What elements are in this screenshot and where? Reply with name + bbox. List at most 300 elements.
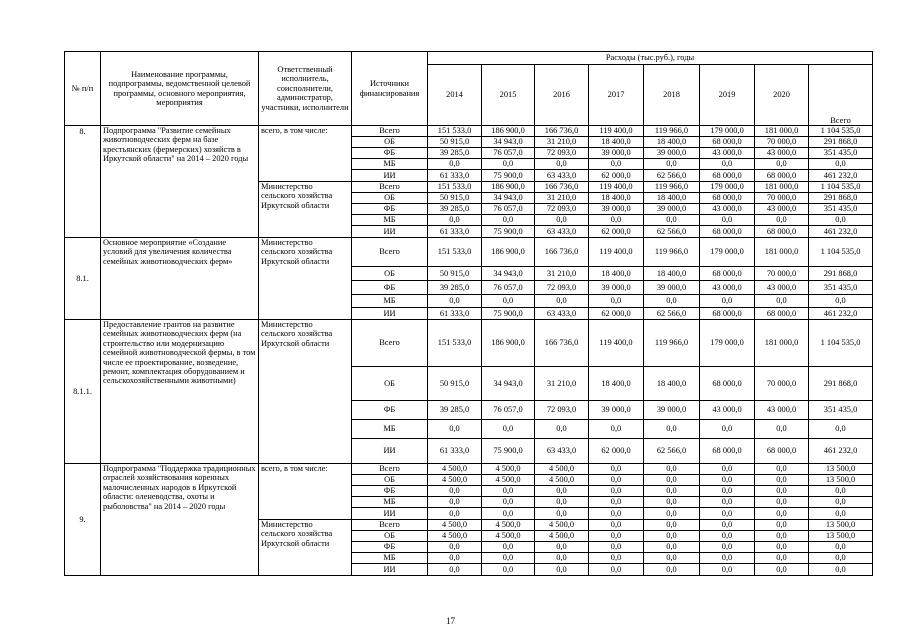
value-cell: 0,0 — [755, 475, 809, 486]
value-cell: 70 000,0 — [755, 137, 809, 148]
value-cell: 72 093,0 — [535, 281, 589, 295]
value-cell: 0,0 — [535, 497, 589, 508]
value-cell: 0,0 — [589, 420, 644, 439]
value-cell: 179 000,0 — [700, 126, 755, 137]
value-cell: 186 900,0 — [482, 320, 535, 367]
row-number: 8. — [65, 126, 101, 238]
value-cell: 0,0 — [589, 553, 644, 564]
header-year: 2020 — [755, 65, 809, 126]
value-cell: 0,0 — [535, 564, 589, 576]
value-cell: 62 566,0 — [644, 226, 700, 238]
value-cell: 0,0 — [589, 486, 644, 497]
source-cell: ФБ — [352, 204, 428, 215]
value-cell: 151 533,0 — [428, 238, 482, 267]
value-cell: 62 566,0 — [644, 170, 700, 182]
value-cell: 4 500,0 — [428, 464, 482, 475]
value-cell: 75 900,0 — [482, 170, 535, 182]
row-name: Предоставление грантов на развитие семейных животноводческих ферм (на строительство или модернизацию семейной животноводческой фермы, в том числе ее проектирование, возведение, ремонт, комплектация оборудованием и сельскохозяйственными животными) — [101, 320, 259, 464]
value-cell: 61 333,0 — [428, 308, 482, 320]
value-cell: 4 500,0 — [482, 520, 535, 531]
value-cell: 50 915,0 — [428, 193, 482, 204]
value-cell: 0,0 — [482, 553, 535, 564]
value-cell: 0,0 — [755, 215, 809, 226]
source-cell: ОБ — [352, 531, 428, 542]
value-cell: 34 943,0 — [482, 193, 535, 204]
value-cell: 0,0 — [809, 542, 873, 553]
value-cell: 0,0 — [809, 295, 873, 308]
source-cell: ИИ — [352, 564, 428, 576]
value-cell: 0,0 — [644, 508, 700, 520]
value-cell: 186 900,0 — [482, 182, 535, 193]
value-cell: 31 210,0 — [535, 267, 589, 281]
source-cell: ИИ — [352, 170, 428, 182]
source-cell: Всего — [352, 182, 428, 193]
header-year: 2018 — [644, 65, 700, 126]
table-row — [65, 238, 873, 267]
value-cell: 13 500,0 — [809, 475, 873, 486]
value-cell: 0,0 — [644, 475, 700, 486]
value-cell: 351 435,0 — [809, 148, 873, 159]
value-cell: 4 500,0 — [428, 475, 482, 486]
value-cell: 68 000,0 — [700, 439, 755, 464]
value-cell: 39 000,0 — [644, 401, 700, 420]
value-cell: 0,0 — [482, 486, 535, 497]
value-cell: 63 433,0 — [535, 226, 589, 238]
value-cell: 0,0 — [700, 520, 755, 531]
value-cell: 43 000,0 — [755, 281, 809, 295]
value-cell: 72 093,0 — [535, 204, 589, 215]
value-cell: 68 000,0 — [755, 439, 809, 464]
value-cell: 0,0 — [700, 295, 755, 308]
value-cell: 119 400,0 — [589, 182, 644, 193]
row-name: Подпрограмма "Поддержка традиционных отраслей хозяйствования коренных малочисленных народов в Иркутской области: оленеводства, охоты и рыболовства" на 2014 – 2020 годы — [101, 464, 259, 576]
header-year: 2019 — [700, 65, 755, 126]
value-cell: 39 000,0 — [644, 148, 700, 159]
table-body — [65, 126, 873, 576]
value-cell: 186 900,0 — [482, 238, 535, 267]
value-cell: 0,0 — [809, 215, 873, 226]
value-cell: 0,0 — [482, 508, 535, 520]
header-year: Всего — [809, 65, 873, 126]
value-cell: 18 400,0 — [589, 367, 644, 401]
value-cell: 72 093,0 — [535, 148, 589, 159]
source-cell: МБ — [352, 497, 428, 508]
value-cell: 0,0 — [589, 520, 644, 531]
value-cell: 0,0 — [589, 508, 644, 520]
value-cell: 1 104 535,0 — [809, 320, 873, 367]
value-cell: 0,0 — [755, 508, 809, 520]
source-cell: МБ — [352, 553, 428, 564]
row-number: 8.1.1. — [65, 320, 101, 464]
value-cell: 39 000,0 — [589, 281, 644, 295]
value-cell: 166 736,0 — [535, 320, 589, 367]
value-cell: 166 736,0 — [535, 238, 589, 267]
value-cell: 151 533,0 — [428, 126, 482, 137]
value-cell: 68 000,0 — [700, 137, 755, 148]
value-cell: 0,0 — [644, 159, 700, 170]
value-cell: 18 400,0 — [644, 137, 700, 148]
value-cell: 61 333,0 — [428, 226, 482, 238]
value-cell: 68 000,0 — [755, 226, 809, 238]
value-cell: 181 000,0 — [755, 320, 809, 367]
source-cell: ФБ — [352, 281, 428, 295]
value-cell: 0,0 — [535, 508, 589, 520]
value-cell: 119 966,0 — [644, 182, 700, 193]
value-cell: 181 000,0 — [755, 126, 809, 137]
value-cell: 0,0 — [535, 295, 589, 308]
value-cell: 13 500,0 — [809, 531, 873, 542]
page-number: 17 — [446, 616, 455, 626]
value-cell: 43 000,0 — [700, 281, 755, 295]
value-cell: 43 000,0 — [755, 401, 809, 420]
value-cell: 291 868,0 — [809, 193, 873, 204]
value-cell: 70 000,0 — [755, 193, 809, 204]
value-cell: 0,0 — [589, 564, 644, 576]
value-cell: 18 400,0 — [644, 367, 700, 401]
source-cell: ИИ — [352, 508, 428, 520]
value-cell: 0,0 — [535, 542, 589, 553]
row-responsible: Министерство сельского хозяйства Иркутской области — [259, 520, 352, 576]
value-cell: 0,0 — [700, 475, 755, 486]
value-cell: 0,0 — [535, 420, 589, 439]
row-number: 8.1. — [65, 238, 101, 320]
value-cell: 68 000,0 — [700, 193, 755, 204]
value-cell: 39 000,0 — [644, 204, 700, 215]
row-responsible: всего, в том числе: — [259, 464, 352, 520]
value-cell: 0,0 — [700, 486, 755, 497]
value-cell: 351 435,0 — [809, 281, 873, 295]
value-cell: 76 057,0 — [482, 204, 535, 215]
value-cell: 43 000,0 — [700, 401, 755, 420]
value-cell: 351 435,0 — [809, 401, 873, 420]
value-cell: 351 435,0 — [809, 204, 873, 215]
value-cell: 0,0 — [535, 553, 589, 564]
value-cell: 151 533,0 — [428, 182, 482, 193]
value-cell: 291 868,0 — [809, 267, 873, 281]
value-cell: 0,0 — [644, 564, 700, 576]
value-cell: 68 000,0 — [700, 226, 755, 238]
value-cell: 62 000,0 — [589, 170, 644, 182]
value-cell: 0,0 — [755, 159, 809, 170]
source-cell: Всего — [352, 126, 428, 137]
table-row — [65, 320, 873, 367]
value-cell: 4 500,0 — [482, 464, 535, 475]
header-expenses: Расходы (тыс.руб.), годы — [428, 52, 873, 65]
header-name: Наименование программы, подпрограммы, ведомственной целевой программы, основного мероприятия, мероприятия — [101, 52, 259, 126]
value-cell: 0,0 — [809, 564, 873, 576]
value-cell: 62 566,0 — [644, 308, 700, 320]
value-cell: 0,0 — [809, 420, 873, 439]
value-cell: 119 966,0 — [644, 320, 700, 367]
value-cell: 0,0 — [428, 159, 482, 170]
value-cell: 1 104 535,0 — [809, 182, 873, 193]
source-cell: Всего — [352, 520, 428, 531]
value-cell: 76 057,0 — [482, 281, 535, 295]
value-cell: 0,0 — [482, 420, 535, 439]
value-cell: 0,0 — [755, 531, 809, 542]
value-cell: 31 210,0 — [535, 137, 589, 148]
source-cell: МБ — [352, 420, 428, 439]
value-cell: 151 533,0 — [428, 320, 482, 367]
value-cell: 31 210,0 — [535, 367, 589, 401]
value-cell: 0,0 — [589, 295, 644, 308]
value-cell: 179 000,0 — [700, 182, 755, 193]
value-cell: 72 093,0 — [535, 401, 589, 420]
value-cell: 0,0 — [755, 420, 809, 439]
value-cell: 0,0 — [700, 531, 755, 542]
row-responsible: Министерство сельского хозяйства Иркутской области — [259, 238, 352, 320]
value-cell: 0,0 — [809, 159, 873, 170]
value-cell: 0,0 — [809, 497, 873, 508]
value-cell: 0,0 — [428, 497, 482, 508]
value-cell: 34 943,0 — [482, 267, 535, 281]
value-cell: 0,0 — [700, 542, 755, 553]
value-cell: 179 000,0 — [700, 320, 755, 367]
value-cell: 0,0 — [644, 464, 700, 475]
value-cell: 181 000,0 — [755, 238, 809, 267]
value-cell: 0,0 — [755, 486, 809, 497]
value-cell: 0,0 — [428, 542, 482, 553]
source-cell: ОБ — [352, 367, 428, 401]
header-year: 2017 — [589, 65, 644, 126]
value-cell: 0,0 — [755, 295, 809, 308]
value-cell: 0,0 — [428, 553, 482, 564]
value-cell: 0,0 — [700, 420, 755, 439]
value-cell: 166 736,0 — [535, 126, 589, 137]
value-cell: 75 900,0 — [482, 226, 535, 238]
value-cell: 0,0 — [482, 542, 535, 553]
value-cell: 4 500,0 — [428, 531, 482, 542]
value-cell: 39 285,0 — [428, 204, 482, 215]
value-cell: 0,0 — [644, 497, 700, 508]
value-cell: 0,0 — [589, 542, 644, 553]
value-cell: 50 915,0 — [428, 267, 482, 281]
value-cell: 0,0 — [700, 508, 755, 520]
value-cell: 68 000,0 — [700, 170, 755, 182]
value-cell: 43 000,0 — [700, 204, 755, 215]
value-cell: 63 433,0 — [535, 439, 589, 464]
value-cell: 0,0 — [589, 215, 644, 226]
value-cell: 68 000,0 — [755, 170, 809, 182]
source-cell: ОБ — [352, 475, 428, 486]
value-cell: 4 500,0 — [535, 520, 589, 531]
value-cell: 0,0 — [644, 420, 700, 439]
value-cell: 119 966,0 — [644, 126, 700, 137]
value-cell: 76 057,0 — [482, 401, 535, 420]
source-cell: Всего — [352, 320, 428, 367]
value-cell: 39 285,0 — [428, 281, 482, 295]
value-cell: 119 400,0 — [589, 126, 644, 137]
value-cell: 0,0 — [644, 486, 700, 497]
value-cell: 0,0 — [700, 159, 755, 170]
value-cell: 62 566,0 — [644, 439, 700, 464]
value-cell: 4 500,0 — [428, 520, 482, 531]
source-cell: ФБ — [352, 486, 428, 497]
value-cell: 179 000,0 — [700, 238, 755, 267]
value-cell: 0,0 — [809, 486, 873, 497]
value-cell: 70 000,0 — [755, 267, 809, 281]
source-cell: ФБ — [352, 401, 428, 420]
table-row — [65, 126, 873, 137]
value-cell: 63 433,0 — [535, 170, 589, 182]
source-cell: ИИ — [352, 226, 428, 238]
value-cell: 0,0 — [482, 215, 535, 226]
value-cell: 0,0 — [644, 542, 700, 553]
value-cell: 0,0 — [482, 497, 535, 508]
header-responsible: Ответственный исполнитель, соисполнители, администратор, участники, исполнители — [259, 52, 352, 126]
value-cell: 4 500,0 — [535, 475, 589, 486]
value-cell: 0,0 — [755, 464, 809, 475]
value-cell: 186 900,0 — [482, 126, 535, 137]
value-cell: 0,0 — [482, 159, 535, 170]
value-cell: 0,0 — [700, 497, 755, 508]
value-cell: 0,0 — [755, 520, 809, 531]
value-cell: 0,0 — [809, 553, 873, 564]
value-cell: 0,0 — [755, 497, 809, 508]
row-responsible: Министерство сельского хозяйства Иркутской области — [259, 182, 352, 238]
value-cell: 34 943,0 — [482, 137, 535, 148]
source-cell: ФБ — [352, 148, 428, 159]
value-cell: 0,0 — [535, 486, 589, 497]
value-cell: 62 000,0 — [589, 308, 644, 320]
source-cell: ОБ — [352, 193, 428, 204]
value-cell: 0,0 — [644, 553, 700, 564]
header-number: № п/п — [65, 52, 101, 126]
value-cell: 461 232,0 — [809, 170, 873, 182]
value-cell: 0,0 — [535, 215, 589, 226]
value-cell: 0,0 — [428, 420, 482, 439]
value-cell: 0,0 — [428, 215, 482, 226]
source-cell: Всего — [352, 464, 428, 475]
row-responsible: Министерство сельского хозяйства Иркутской области — [259, 320, 352, 464]
value-cell: 0,0 — [535, 159, 589, 170]
value-cell: 63 433,0 — [535, 308, 589, 320]
value-cell: 461 232,0 — [809, 308, 873, 320]
value-cell: 0,0 — [482, 564, 535, 576]
value-cell: 4 500,0 — [535, 531, 589, 542]
value-cell: 0,0 — [755, 542, 809, 553]
value-cell: 181 000,0 — [755, 182, 809, 193]
table-row — [65, 464, 873, 475]
value-cell: 0,0 — [700, 553, 755, 564]
value-cell: 461 232,0 — [809, 439, 873, 464]
value-cell: 62 000,0 — [589, 226, 644, 238]
value-cell: 0,0 — [700, 215, 755, 226]
value-cell: 68 000,0 — [700, 367, 755, 401]
value-cell: 0,0 — [644, 520, 700, 531]
row-name: Подпрограмма "Развитие семейных животноводческих ферм на базе крестьянских (фермерских) хозяйств в Иркутской области" на 2014 – 2020 годы — [101, 126, 259, 238]
value-cell: 70 000,0 — [755, 367, 809, 401]
value-cell: 0,0 — [700, 564, 755, 576]
value-cell: 0,0 — [644, 215, 700, 226]
value-cell: 291 868,0 — [809, 137, 873, 148]
value-cell: 4 500,0 — [482, 531, 535, 542]
value-cell: 119 400,0 — [589, 320, 644, 367]
value-cell: 0,0 — [589, 464, 644, 475]
value-cell: 0,0 — [482, 295, 535, 308]
value-cell: 76 057,0 — [482, 148, 535, 159]
value-cell: 61 333,0 — [428, 439, 482, 464]
value-cell: 0,0 — [755, 553, 809, 564]
value-cell: 0,0 — [428, 508, 482, 520]
value-cell: 0,0 — [428, 486, 482, 497]
value-cell: 39 285,0 — [428, 148, 482, 159]
header-year: 2015 — [482, 65, 535, 126]
header-year: 2014 — [428, 65, 482, 126]
value-cell: 13 500,0 — [809, 520, 873, 531]
value-cell: 291 868,0 — [809, 367, 873, 401]
value-cell: 34 943,0 — [482, 367, 535, 401]
value-cell: 18 400,0 — [589, 193, 644, 204]
source-cell: ИИ — [352, 308, 428, 320]
value-cell: 0,0 — [644, 295, 700, 308]
value-cell: 39 000,0 — [644, 281, 700, 295]
value-cell: 62 000,0 — [589, 439, 644, 464]
value-cell: 68 000,0 — [700, 267, 755, 281]
source-cell: МБ — [352, 215, 428, 226]
value-cell: 18 400,0 — [589, 267, 644, 281]
value-cell: 0,0 — [589, 531, 644, 542]
value-cell: 39 000,0 — [589, 401, 644, 420]
value-cell: 1 104 535,0 — [809, 238, 873, 267]
value-cell: 4 500,0 — [535, 464, 589, 475]
value-cell: 39 000,0 — [589, 204, 644, 215]
value-cell: 0,0 — [755, 564, 809, 576]
value-cell: 50 915,0 — [428, 367, 482, 401]
source-cell: ФБ — [352, 542, 428, 553]
value-cell: 0,0 — [589, 159, 644, 170]
budget-table — [64, 51, 873, 576]
header-source: Источники финансирования — [352, 52, 428, 126]
value-cell: 119 966,0 — [644, 238, 700, 267]
value-cell: 13 500,0 — [809, 464, 873, 475]
row-responsible: всего, в том числе: — [259, 126, 352, 182]
value-cell: 0,0 — [589, 497, 644, 508]
value-cell: 39 285,0 — [428, 401, 482, 420]
value-cell: 0,0 — [700, 464, 755, 475]
value-cell: 43 000,0 — [700, 148, 755, 159]
value-cell: 61 333,0 — [428, 170, 482, 182]
value-cell: 0,0 — [589, 475, 644, 486]
value-cell: 50 915,0 — [428, 137, 482, 148]
row-number: 9. — [65, 464, 101, 576]
source-cell: ИИ — [352, 439, 428, 464]
value-cell: 18 400,0 — [644, 193, 700, 204]
value-cell: 75 900,0 — [482, 308, 535, 320]
value-cell: 68 000,0 — [700, 308, 755, 320]
source-cell: ОБ — [352, 137, 428, 148]
value-cell: 119 400,0 — [589, 238, 644, 267]
value-cell: 43 000,0 — [755, 204, 809, 215]
value-cell: 18 400,0 — [589, 137, 644, 148]
value-cell: 39 000,0 — [589, 148, 644, 159]
value-cell: 461 232,0 — [809, 226, 873, 238]
source-cell: Всего — [352, 238, 428, 267]
value-cell: 18 400,0 — [644, 267, 700, 281]
value-cell: 31 210,0 — [535, 193, 589, 204]
value-cell: 0,0 — [428, 564, 482, 576]
row-name: Основное мероприятие «Создание условий для увеличения количества семейных животноводческих ферм» — [101, 238, 259, 320]
value-cell: 75 900,0 — [482, 439, 535, 464]
value-cell: 0,0 — [428, 295, 482, 308]
header-year: 2016 — [535, 65, 589, 126]
value-cell: 1 104 535,0 — [809, 126, 873, 137]
value-cell: 0,0 — [809, 508, 873, 520]
value-cell: 166 736,0 — [535, 182, 589, 193]
source-cell: ОБ — [352, 267, 428, 281]
value-cell: 4 500,0 — [482, 475, 535, 486]
source-cell: МБ — [352, 159, 428, 170]
